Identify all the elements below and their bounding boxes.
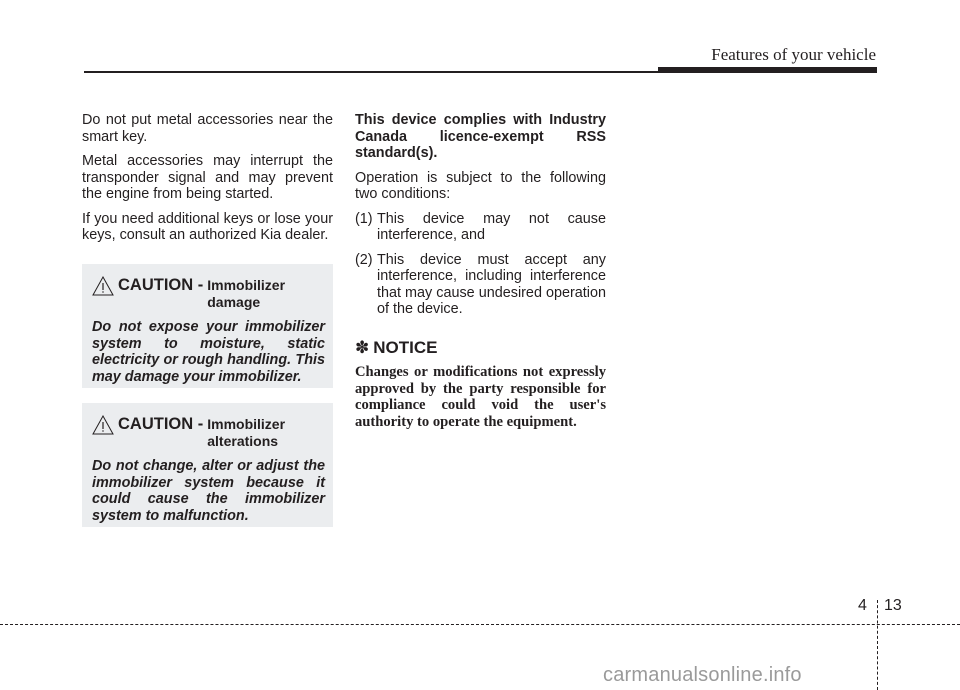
caution-header [92, 415, 325, 450]
caution-label: CAUTION - [118, 415, 204, 433]
list-number: (2) [355, 251, 373, 268]
caution-subtitle-line1: Immobilizer [207, 416, 286, 432]
caution-body: Do not expose your immobilizer system to moisture, static electricity or rough handling. This may damage your immobilizer. [92, 319, 325, 385]
paragraph: Do not put metal accessories near the smart key. [82, 112, 333, 145]
list-text: This device must accept any interference, including interference that may cause undesired operation of the device. [377, 251, 606, 317]
compliance-statement: This device complies with Industry Canada licence-exempt RSS standard(s). [355, 112, 606, 161]
header-rule-tab [658, 67, 877, 73]
paragraph: If you need additional keys or lose your keys, consult an authorized Kia dealer. [82, 210, 333, 243]
list-item [355, 252, 606, 318]
page-number: 13 [884, 597, 902, 614]
caution-body: Do not change, alter or adjust the immobilizer system because it could cause the immobilizer system to malfunction. [92, 458, 325, 524]
caution-subtitle-line2: damage [207, 294, 261, 310]
warning-triangle-icon [92, 415, 114, 435]
caution-subtitle-line2: alterations [207, 433, 279, 449]
list-text: This device may not cause interference, and [377, 210, 606, 243]
notice-body: Changes or modifications not expressly approved by the party responsible for compliance could void the user's authority to operate the equipment. [355, 364, 606, 430]
chapter-number: 4 [858, 597, 867, 614]
header-rule [84, 71, 660, 73]
watermark: carmanualsonline.info [603, 664, 802, 686]
header-title: Features of your vehicle [711, 45, 876, 64]
caution-label: CAUTION - [118, 276, 204, 294]
notice-heading [355, 337, 606, 357]
footer-vertical-dashed-rule [877, 600, 878, 690]
operation-statement: Operation is subject to the following two conditions: [355, 169, 606, 202]
paragraph: Metal accessories may interrupt the transponder signal and may prevent the engine from being started. [82, 153, 333, 202]
left-column [82, 112, 333, 252]
warning-triangle-icon [92, 276, 114, 296]
middle-column [355, 112, 606, 430]
caution-subtitle-line1: Immobilizer [207, 277, 286, 293]
caution-box-immobilizer-alterations [82, 403, 333, 527]
footer-dashed-rule [0, 624, 960, 625]
notice-star-icon: ✽ [355, 337, 370, 357]
list-number: (1) [355, 210, 373, 227]
caution-subtitle [207, 415, 285, 450]
list-item [355, 211, 606, 244]
caution-header [92, 276, 325, 311]
caution-subtitle [207, 276, 285, 311]
caution-box-immobilizer-damage [82, 264, 333, 388]
notice-title: NOTICE [373, 337, 438, 357]
